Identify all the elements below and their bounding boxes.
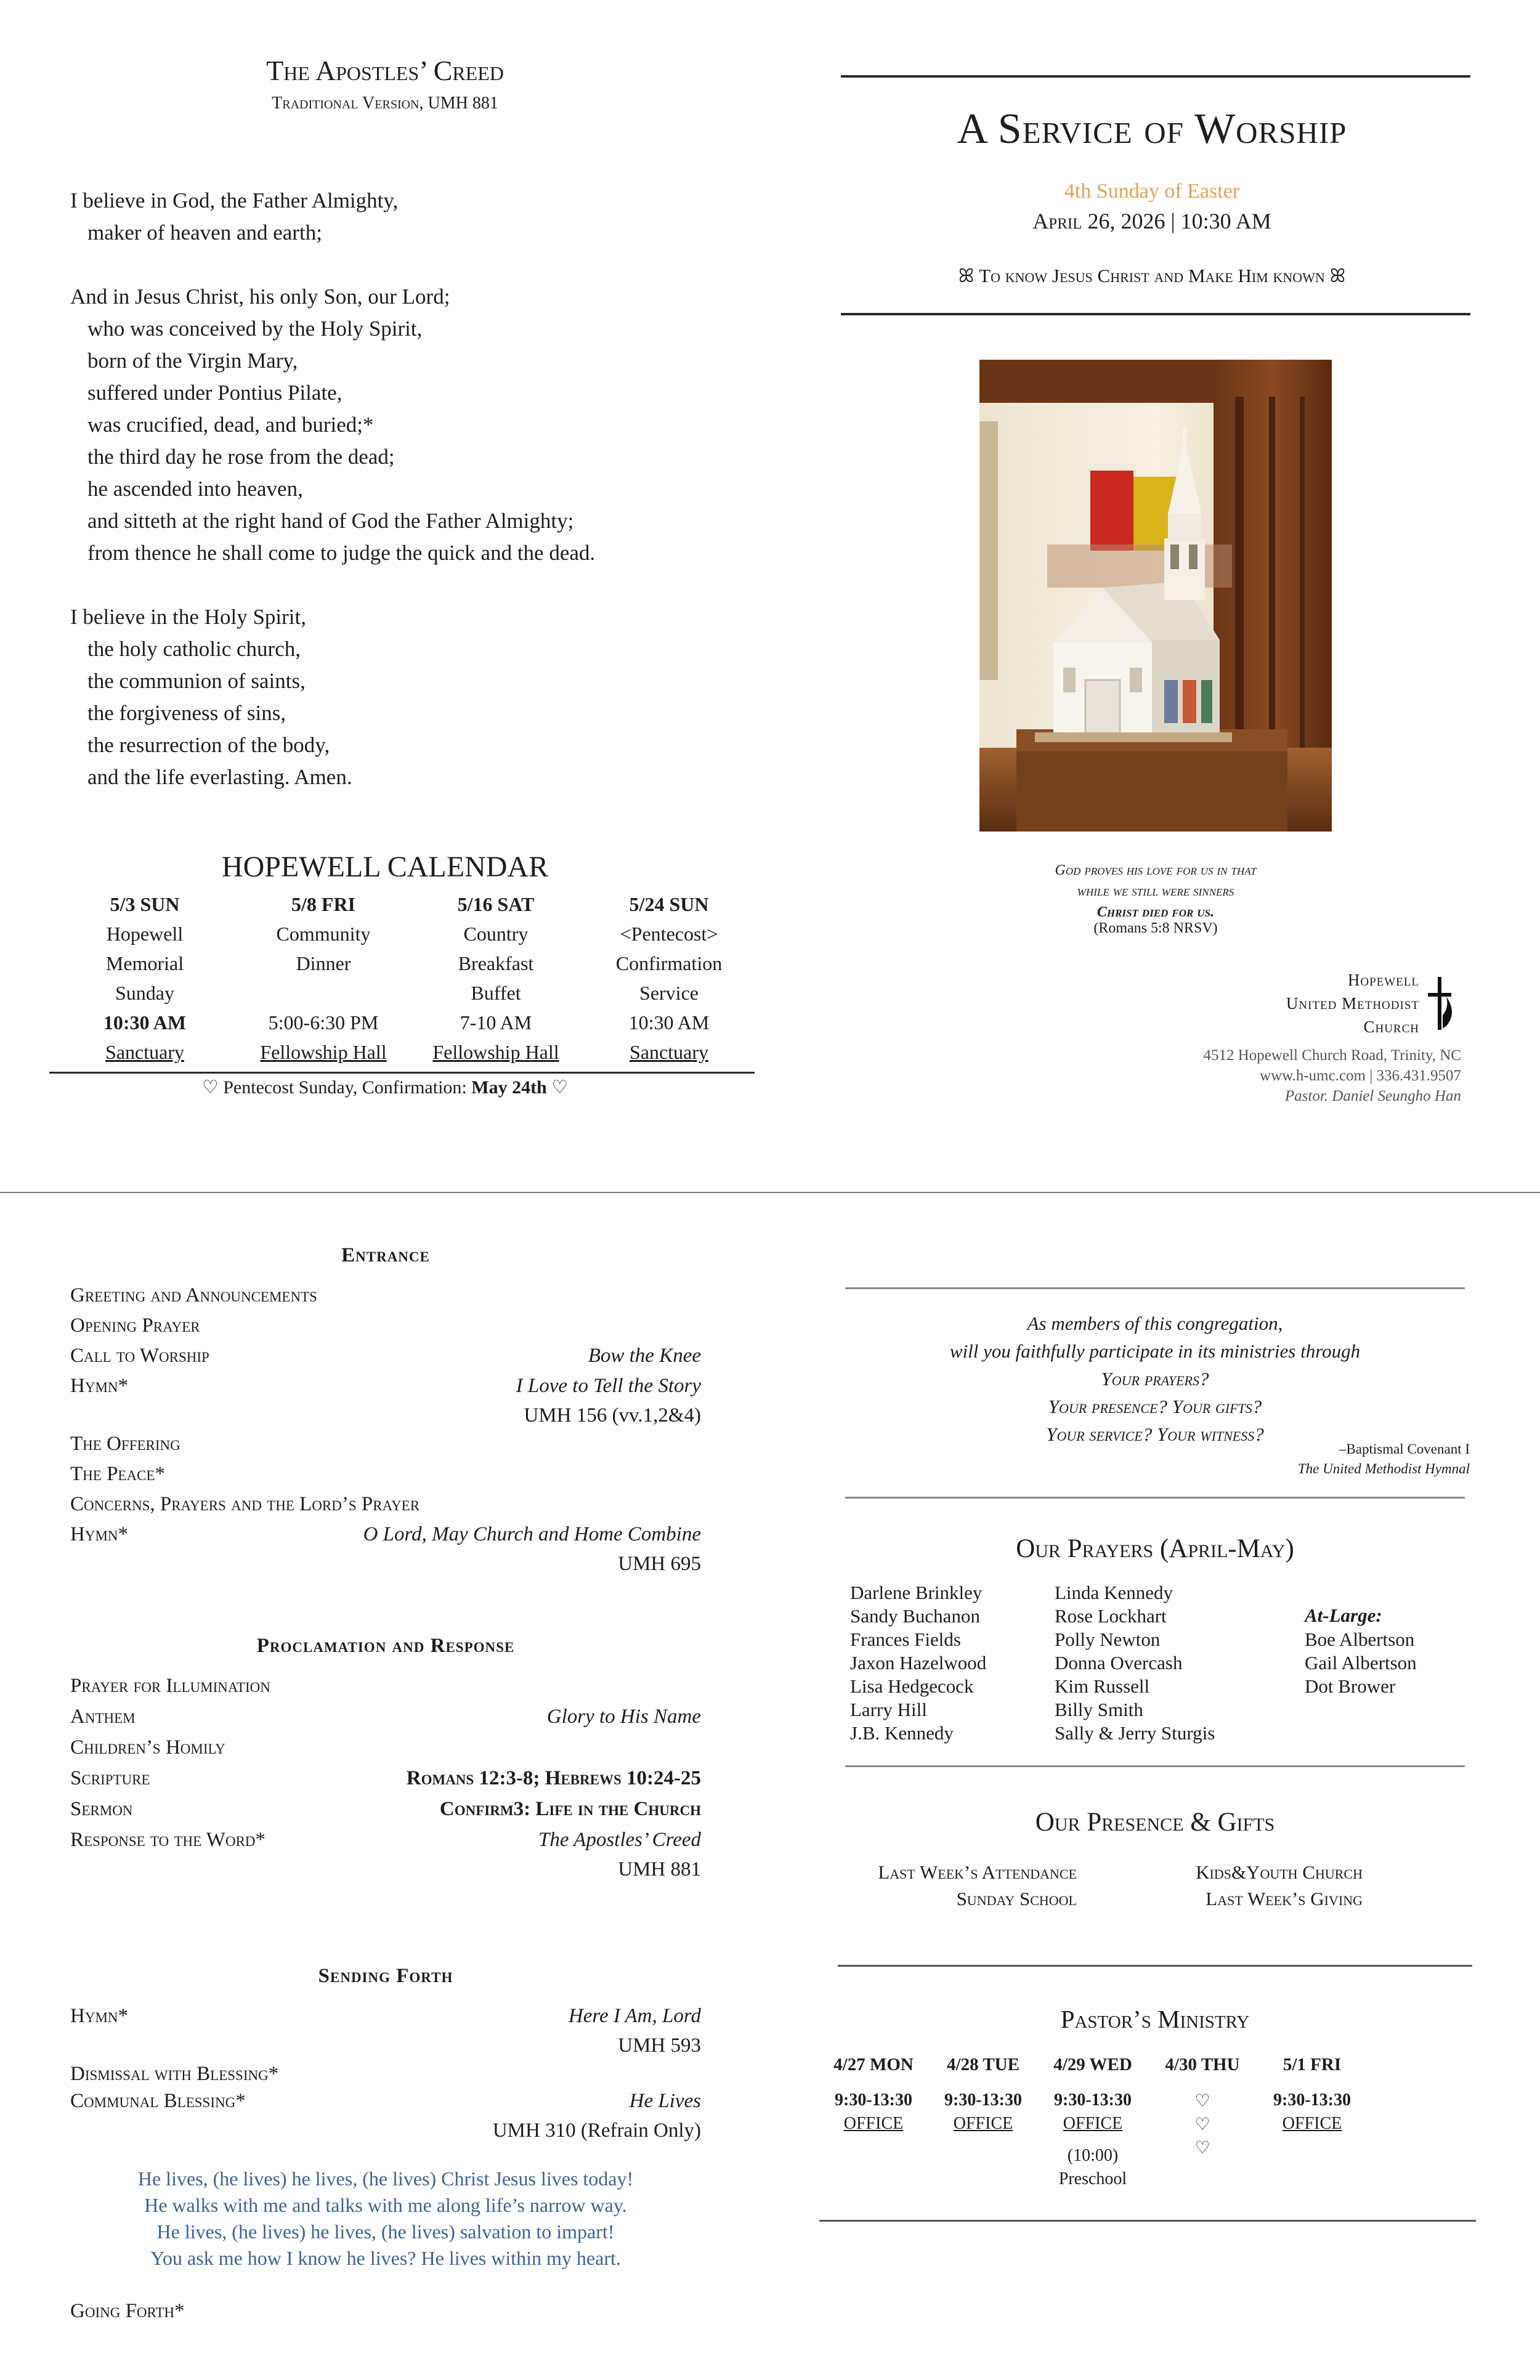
covenant-line: As members of this congregation, — [1027, 1313, 1283, 1334]
footnote-prefix: ♡ Pentecost Sunday, Confirmation: — [201, 1077, 472, 1098]
ministry-entry: Preschool — [1058, 2169, 1127, 2188]
presence-left — [801, 1859, 1077, 1912]
cover-verse-ref: (Romans 5:8 NRSV) — [1093, 920, 1218, 936]
calendar-place: Fellowship Hall — [260, 1041, 387, 1063]
calendar-place: Sanctuary — [630, 1041, 708, 1063]
creed-line: from thence he shall come to judge the quick and the dead. — [87, 541, 596, 565]
order-item-detail: Confirm3: Life in the Church — [439, 1798, 701, 1820]
order-item — [70, 1829, 701, 1887]
calendar-place: Sanctuary — [105, 1041, 184, 1063]
presence-item: Last Week’s Attendance — [878, 1861, 1077, 1883]
prayer-name: Frances Fields — [850, 1629, 961, 1650]
prayers-bottom-rule — [845, 1765, 1465, 1767]
order-item — [70, 1706, 701, 1736]
prayer-name: Darlene Brinkley — [850, 1582, 983, 1603]
creed-line: the third day he rose from the dead; — [87, 445, 395, 469]
cover-occasion: 4th Sunday of Easter — [1064, 180, 1240, 203]
order-item-hymn-number: UMH 593 — [618, 2034, 701, 2057]
calendar-time: 7-10 AM — [460, 1011, 532, 1034]
church-model-image — [979, 360, 1332, 832]
prayers-column-3 — [1305, 1628, 1417, 1698]
cover-bottom-rule — [841, 313, 1470, 315]
order-item — [70, 1798, 701, 1829]
order-entrance — [70, 1244, 701, 1581]
order-item — [70, 1675, 701, 1706]
ministry-entry: OFFICE — [1282, 2114, 1342, 2133]
order-item — [70, 1345, 701, 1375]
verse-line: while we still were sinners — [1077, 883, 1234, 899]
covenant-text — [845, 1309, 1465, 1448]
ministry-entry: (10:00) — [1067, 2146, 1119, 2165]
calendar-event-line: Community — [276, 923, 371, 945]
order-item-label: Concerns, Prayers and the Lord’s Prayer — [70, 1493, 420, 1515]
section-heading: Proclamation and Response — [256, 1635, 515, 1657]
prayer-name: Boe Albertson — [1305, 1629, 1415, 1650]
prayers-at-large-heading: At-Large: — [1305, 1605, 1382, 1626]
calendar-event-line: Service — [639, 982, 699, 1004]
covenant-line: Your prayers? — [1101, 1368, 1209, 1390]
calendar-event-line: Confirmation — [615, 952, 723, 974]
refrain-line: He lives, (he lives) he lives, (he lives) salvation to impart! — [156, 2220, 615, 2243]
creed-line: the communion of saints, — [87, 669, 306, 693]
order-item-label: Opening Prayer — [70, 1314, 200, 1337]
order-item-hymn-number: UMH 156 (vv.1,2&4) — [524, 1404, 701, 1427]
order-item — [70, 1463, 701, 1493]
presence-title: Our Presence & Gifts — [1035, 1808, 1275, 1837]
heart-icon: ♡ — [1194, 2139, 1210, 2158]
order-item — [70, 1767, 701, 1798]
calendar-event-line: Sunday — [115, 982, 174, 1004]
calendar-time: 10:30 AM — [628, 1011, 710, 1034]
ministry-entry: OFFICE — [953, 2114, 1013, 2133]
presence-item: Sunday School — [956, 1888, 1077, 1909]
creed-line: the holy catholic church, — [87, 637, 301, 661]
calendar-place: Fellowship Hall — [432, 1041, 559, 1063]
prayers-column-2 — [1055, 1581, 1215, 1745]
order-item-label: Sermon — [70, 1798, 133, 1820]
order-proclamation — [70, 1635, 701, 1887]
calendar-grid — [49, 893, 758, 1078]
church-pastor: Pastor. Daniel Seungho Han — [1284, 1088, 1461, 1104]
calendar-event-line: Buffet — [471, 982, 521, 1004]
calendar-event-line: <Pentecost> — [620, 923, 718, 945]
ministry-entry: OFFICE — [843, 2114, 904, 2133]
order-item-label: Children’s Homily — [70, 1736, 225, 1759]
church-address: 4512 Hopewell Church Road, Trinity, NC — [1203, 1047, 1461, 1064]
calendar-time: 10:30 AM — [103, 1011, 187, 1034]
creed-line: I believe in the Holy Spirit, — [70, 605, 306, 629]
verse-line: God proves his love for us in that — [1055, 862, 1257, 878]
prayer-name: Polly Newton — [1055, 1629, 1161, 1650]
prayer-name: J.B. Kennedy — [850, 1722, 954, 1744]
creed-line: maker of heaven and earth; — [87, 221, 322, 245]
order-item-detail: Romans 12:3-8; Hebrews 10:24-25 — [406, 1767, 701, 1789]
section-heading: Entrance — [341, 1244, 430, 1266]
order-item — [70, 1523, 701, 1581]
ministry-day: 5/1 FRI — [1283, 2055, 1342, 2074]
ministry-grid — [819, 2055, 1497, 2203]
ministry-entry: OFFICE — [1063, 2114, 1123, 2133]
order-item-label: Call to Worship — [70, 1345, 209, 1367]
creed-line: suffered under Pontius Pilate, — [87, 381, 342, 405]
calendar-footnote — [123, 1077, 647, 1098]
covenant-source: –Baptismal Covenant I — [1339, 1441, 1470, 1457]
order-item-label: Hymn* — [70, 2005, 129, 2027]
calendar-event-line: Memorial — [105, 952, 184, 974]
order-item-detail: O Lord, May Church and Home Combine — [363, 1523, 701, 1545]
order-item-detail: Here I Am, Lord — [568, 2005, 701, 2027]
covenant-line: Your service? Your witness? — [1046, 1423, 1264, 1445]
creed-line: the forgiveness of sins, — [87, 701, 286, 725]
prayers-title: Our Prayers (April-May) — [1016, 1534, 1294, 1563]
prayer-name: Linda Kennedy — [1055, 1582, 1173, 1603]
cross-and-flame-icon — [1424, 972, 1461, 1034]
order-item — [70, 2090, 701, 2148]
ministry-day: 4/29 WED — [1053, 2055, 1132, 2074]
creed-line: And in Jesus Christ, his only Son, our Lord; — [70, 285, 450, 309]
creed-line: who was conceived by the Holy Spirit, — [87, 317, 423, 341]
prayer-name: Sally & Jerry Sturgis — [1055, 1722, 1215, 1744]
prayer-name: Kim Russell — [1055, 1675, 1150, 1697]
footnote-suffix: ♡ — [546, 1077, 569, 1098]
prayers-column-1 — [850, 1581, 986, 1745]
presence-item: Kids&Youth Church — [1196, 1861, 1363, 1883]
creed-line: and sitteth at the right hand of God the Father Almighty; — [87, 509, 574, 533]
cover-top-rule — [841, 75, 1470, 78]
ministry-top-rule — [838, 1965, 1472, 1967]
order-item-label: Dismissal with Blessing* — [70, 2063, 279, 2085]
order-item-detail: I Love to Tell the Story — [516, 1375, 701, 1397]
ministry-bottom-rule — [819, 2220, 1476, 2222]
creed-text — [70, 185, 686, 793]
verse-line: Christ died for us. — [1096, 904, 1215, 920]
prayer-name: Dot Brower — [1305, 1675, 1396, 1697]
prayer-name: Sandy Buchanon — [850, 1605, 980, 1627]
prayer-name: Larry Hill — [850, 1699, 927, 1720]
presence-item: Last Week’s Giving — [1206, 1888, 1363, 1909]
order-item-label: Response to the Word* — [70, 1829, 266, 1851]
prayer-name: Rose Lockhart — [1055, 1605, 1167, 1627]
going-forth: Going Forth* — [70, 2300, 185, 2322]
ministry-day: 4/28 TUE — [947, 2055, 1019, 2074]
order-item-label: Prayer for Illumination — [70, 1675, 270, 1697]
order-item-detail: Bow the Knee — [588, 1345, 701, 1367]
prayer-name: Donna Overcash — [1055, 1652, 1183, 1674]
covenant-line: Your presence? Your gifts? — [1048, 1396, 1262, 1417]
ministry-entry: 9:30-13:30 — [944, 2091, 1022, 2110]
order-item-hymn-number: UMH 881 — [618, 1858, 701, 1880]
cover-verse — [979, 860, 1332, 923]
creed-subtitle: Traditional Version, UMH 881 — [272, 94, 498, 113]
ministry-day: 4/27 MON — [833, 2055, 914, 2074]
calendar-divider — [49, 1072, 755, 1074]
creed-line: the resurrection of the body, — [87, 733, 330, 757]
order-item-label: Scripture — [70, 1767, 150, 1789]
calendar-time: 5:00-6:30 PM — [268, 1011, 379, 1034]
creed-line: was crucified, dead, and buried;* — [87, 413, 374, 437]
calendar-title: HOPEWELL CALENDAR — [221, 851, 549, 883]
prayer-name: Jaxon Hazelwood — [850, 1652, 987, 1674]
creed-title: The Apostles’ Creed — [266, 55, 504, 86]
order-item-detail: Glory to His Name — [546, 1706, 701, 1728]
prayer-name: Billy Smith — [1055, 1699, 1143, 1720]
church-name-line: United Methodist — [1286, 994, 1419, 1013]
order-item-label: Communal Blessing* — [70, 2090, 246, 2112]
ministry-entry: 9:30-13:30 — [1273, 2091, 1351, 2110]
creed-line: I believe in God, the Father Almighty, — [70, 188, 399, 212]
order-item-label: Hymn* — [70, 1523, 129, 1545]
calendar-event-line: Breakfast — [458, 952, 534, 974]
church-name-line: Hopewell — [1347, 971, 1419, 989]
ministry-day: 4/30 THU — [1165, 2055, 1240, 2074]
heart-icon: ♡ — [1194, 2092, 1210, 2111]
church-name-line: Church — [1363, 1018, 1419, 1036]
calendar-event-line: Dinner — [296, 952, 351, 974]
calendar-event-line: Country — [463, 923, 529, 945]
covenant-line: will you faithfully participate in its ministries through — [949, 1340, 1361, 1362]
order-item-hymn-number: UMH 695 — [618, 1553, 701, 1575]
order-item — [70, 1314, 701, 1345]
covenant-bottom-rule — [845, 1497, 1465, 1499]
covenant-top-rule — [845, 1287, 1465, 1289]
cover-mission: ꕤ To know Jesus Christ and Make Him known ꕤ — [958, 265, 1346, 286]
cover-title: A Service of Worship — [957, 105, 1347, 153]
calendar-date: 5/8 FRI — [291, 893, 355, 915]
church-photo — [979, 360, 1332, 832]
order-item — [70, 1493, 701, 1523]
heart-icon: ♡ — [1194, 2115, 1210, 2134]
order-item-label: Anthem — [70, 1706, 136, 1728]
calendar-date: 5/3 SUN — [110, 893, 180, 915]
footnote-date: May 24th — [471, 1077, 547, 1098]
ministry-entry: 9:30-13:30 — [835, 2091, 912, 2110]
creed-line: he ascended into heaven, — [87, 477, 303, 501]
calendar-event-line: Hopewell — [106, 923, 184, 945]
prayer-name: Gail Albertson — [1305, 1652, 1417, 1674]
church-web-phone: www.h-umc.com | 336.431.9507 — [1260, 1067, 1461, 1084]
order-item-label: Hymn* — [70, 1375, 129, 1397]
order-item-label: The Offering — [70, 1433, 180, 1455]
page-fold-divider — [0, 1192, 1540, 1193]
order-item-detail: The Apostles’ Creed — [538, 1829, 701, 1851]
order-item-hymn-number: UMH 310 (Refrain Only) — [492, 2119, 701, 2142]
creed-line: born of the Virgin Mary, — [87, 349, 298, 373]
cover-date-time: April 26, 2026 | 10:30 AM — [1032, 209, 1271, 233]
church-name — [1170, 968, 1419, 1038]
ministry-entry: 9:30-13:30 — [1054, 2091, 1132, 2110]
order-item — [70, 1736, 701, 1767]
refrain-line: He lives, (he lives) he lives, (he lives) Christ Jesus lives today! — [137, 2168, 634, 2190]
refrain-line: You ask me how I know he lives? He lives within my heart. — [150, 2247, 621, 2269]
refrain-line: He walks with me and talks with me along life’s narrow way. — [144, 2194, 627, 2216]
ministry-title: Pastor’s Ministry — [1060, 2005, 1250, 2033]
calendar-date: 5/16 SAT — [457, 893, 535, 915]
covenant-hymnal: The United Methodist Hymnal — [1297, 1461, 1470, 1476]
order-item — [70, 1433, 701, 1463]
refrain-lyrics — [70, 2166, 701, 2272]
section-heading: Sending Forth — [318, 1965, 453, 1987]
calendar-date: 5/24 SUN — [629, 893, 709, 915]
order-item — [70, 1375, 701, 1433]
order-item-detail: He Lives — [629, 2090, 701, 2112]
order-item-label: Greeting and Announcements — [70, 1284, 317, 1306]
order-item — [70, 1284, 701, 1314]
creed-line: and the life everlasting. Amen. — [87, 765, 352, 789]
presence-right — [1109, 1859, 1363, 1912]
prayer-name: Lisa Hedgecock — [850, 1675, 974, 1697]
order-item-label: The Peace* — [70, 1463, 165, 1485]
order-item — [70, 2063, 701, 2090]
order-item — [70, 2005, 701, 2063]
order-sending — [70, 1965, 701, 2148]
